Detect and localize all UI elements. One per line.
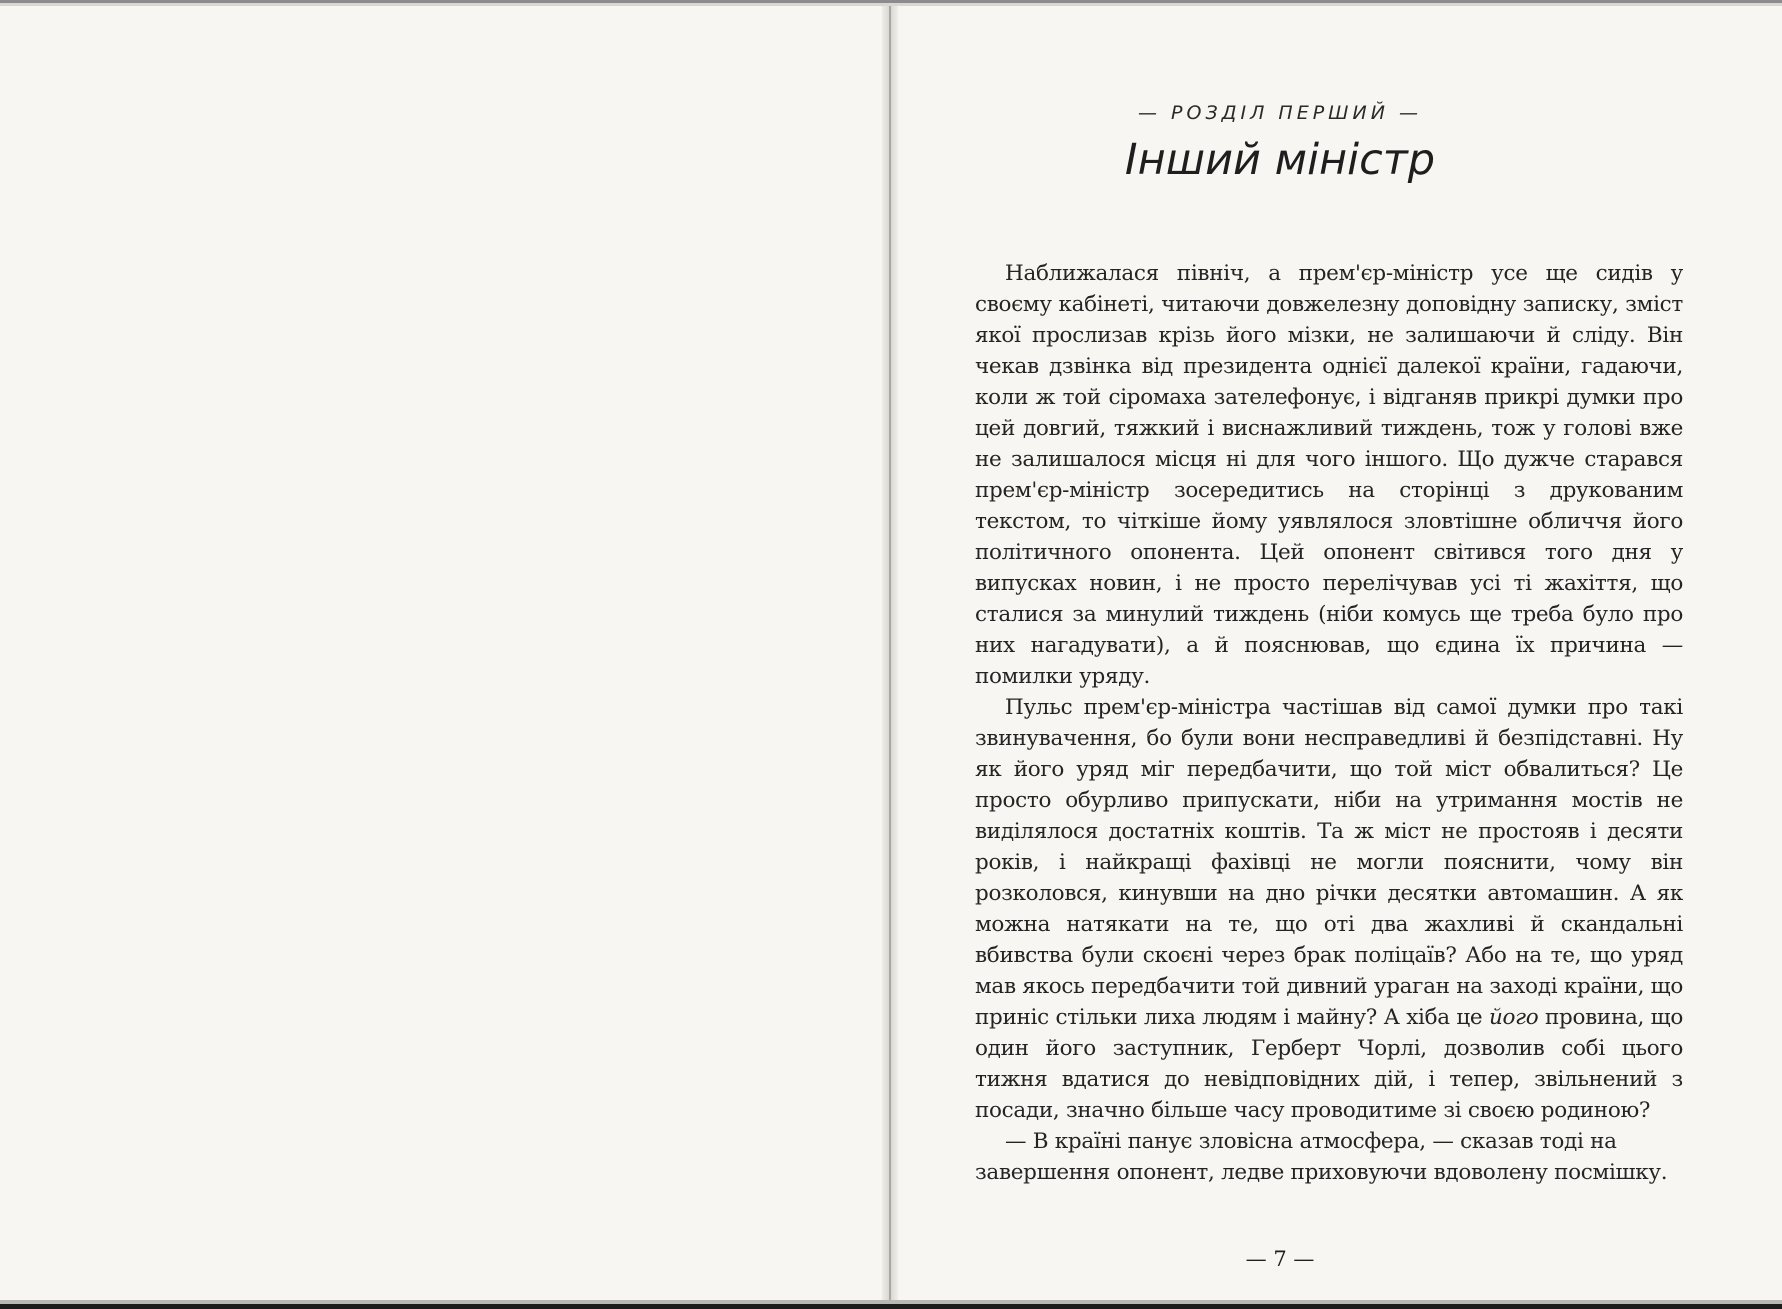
paragraph-2 [975, 692, 1683, 1126]
left-page-blank [0, 6, 882, 1300]
chapter-title: Інший міністр [1124, 135, 1436, 185]
page-number: — 7 — [1245, 1247, 1315, 1271]
paragraph-3: — В країні панує зловісна атмосфера, — сказав тоді на завершення опонент, ледве приховуючи вдоволену посмішку. [975, 1129, 1668, 1185]
scan-bottom-edge [0, 1304, 1782, 1309]
paragraph-2-text-start: Пульс прем'єр-міністра частішав від самої думки про такі звинувачення, бо були вони несправедливі й безпідставні. Ну як його уряд міг передбачити, що той міст обвалиться? Це просто обурливо припускати, ніби на утримання мостів не виділялося достатніх коштів. Та ж міст не простояв і десяти років, і найкращі фахівці не могли пояснити, чому він розколовся, кинувши на дно річки десятки автомашин. А як можна натякати на те, що оті два жахливі й скандальні вбивства були скоєні через брак поліцаїв? Або на те, що уряд мав якось передбачити той дивний ураган на заході країни, що приніс стільки лиха людям і майну? А хіба це [975, 695, 1683, 1030]
chapter-body [975, 258, 1683, 1188]
paragraph-2-emphasis: його [1488, 1005, 1539, 1030]
paragraph-1: Наближалася північ, а прем'єр-міністр усе ще сидів у своєму кабінеті, читаючи довжелезну доповідну записку, зміст якої прослизав крізь його мізки, не залишаючи й сліду. Він чекав дзвінка від президента однієї далекої країни, гадаючи, коли ж той сіромаха зателефонує, і відганяв прикрі думки про цей довгий, тяжкий і виснажливий тиждень, тож у голові вже не залишалося місця ні для чого іншого. Що дужче старався прем'єр-міністр зосередитись на сторінці з друкованим текстом, то чіткіше йому уявлялося зловтішне обличчя його політичного опонента. Цей опонент світився того дня у випусках новин, і не просто перелічував усі ті жахіття, що сталися за минулий тиждень (ніби комусь ще треба було про них нагадувати), а й пояснював, що єдина їх причина — помилки уряду. [975, 261, 1683, 689]
chapter-label: — РОЗДІЛ ПЕРШИЙ — [1138, 102, 1422, 124]
gutter-fold-line [889, 6, 891, 1300]
paragraph-2-text-end: провина, що один його заступник, Герберт Чорлі, дозволив собі цього тижня вдатися до невідповідних дій, і тепер, звільнений з посади, значно більше часу проводитиме зі своєю родиною? [975, 1005, 1683, 1123]
scan-top-edge-shadow [0, 3, 1782, 6]
